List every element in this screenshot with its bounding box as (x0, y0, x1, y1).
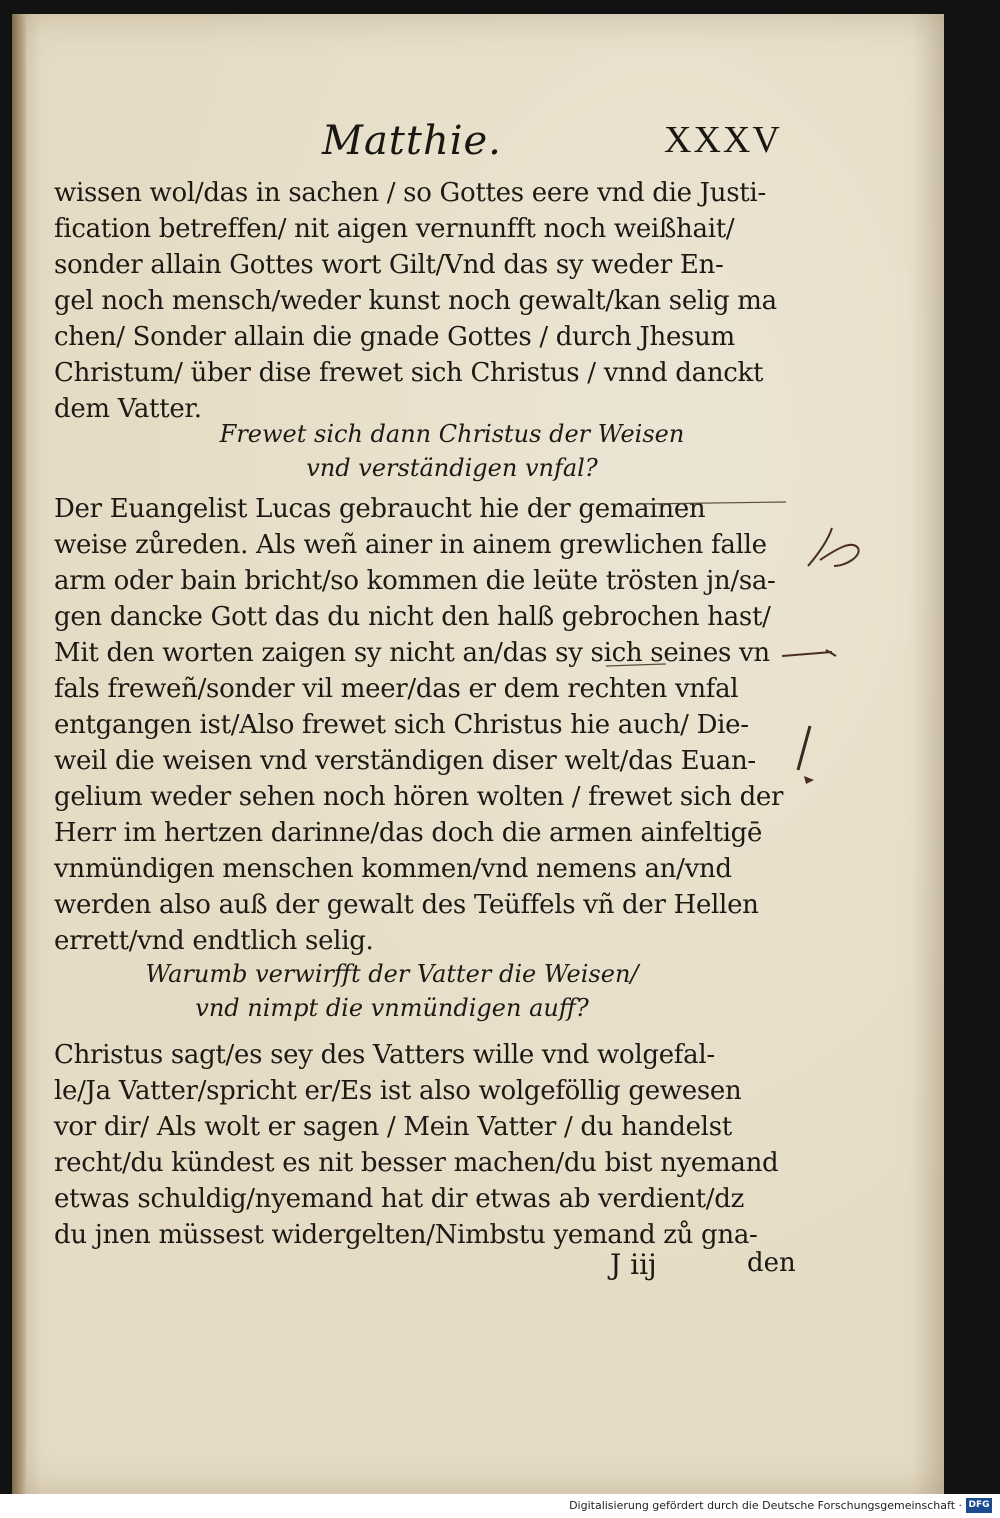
text-line: weil die weisen vnd verständigen diser welt/das Euan- (54, 746, 756, 776)
text-line: recht/du kündest es nit besser machen/du bist nyemand (54, 1148, 779, 1178)
catchword: den (747, 1248, 796, 1278)
footer-bar (0, 1494, 1000, 1518)
running-head: Matthie. (322, 118, 502, 164)
text-line: fication betreffen/ nit aigen vernunfft noch weißhait/ (54, 214, 735, 244)
text-line: du jnen müssest widergelten/Nimbstu yemand zů gna- (54, 1220, 758, 1250)
page-gutter (12, 14, 26, 1494)
text-line: errett/vnd endtlich selig. (54, 926, 374, 956)
text-line: vor dir/ Als wolt er sagen / Mein Vatter / du handelst (54, 1112, 732, 1142)
text-line: chen/ Sonder allain die gnade Gottes / durch Jhesum (54, 322, 735, 352)
text-line: Christum/ über dise frewet sich Christus / vnnd danckt (54, 358, 764, 388)
text-line: werden also auß der gewalt des Teüffels vñ der Hellen (54, 890, 759, 920)
text-line: dem Vatter. (54, 394, 202, 424)
question-line: vnd nimpt die vnmündigen auff? (195, 994, 589, 1022)
book-page (12, 14, 944, 1494)
page-header (12, 118, 944, 174)
text-line: weise zůreden. Als weñ ainer in ainem grewlichen falle (54, 530, 767, 560)
text-line: vnmündigen menschen kommen/vnd nemens an/vnd (54, 854, 732, 884)
text-line: Der Euangelist Lucas gebraucht hie der gemainen (54, 494, 706, 524)
text-line: fals freweñ/sonder vil meer/das er dem rechten vnfal (54, 674, 739, 704)
text-line: Mit den worten zaigen sy nicht an/das sy sich seines vn (54, 638, 770, 668)
text-line: wissen wol/das in sachen / so Gottes eere vnd die Justi- (54, 178, 766, 208)
text-line: gelium weder sehen noch hören wolten / frewet sich der (54, 782, 784, 812)
question-line: Warumb verwirfft der Vatter die Weisen/ (145, 960, 639, 988)
text-line: sonder allain Gottes wort Gilt/Vnd das sy weder En- (54, 250, 724, 280)
text-line: arm oder bain bricht/so kommen die leüte trösten jn/sa- (54, 566, 776, 596)
question-line: vnd verständigen vnfal? (306, 454, 598, 482)
text-line: Christus sagt/es sey des Vatters wille vnd wolgefal- (54, 1040, 715, 1070)
dfg-logo: DFG (966, 1498, 992, 1513)
funding-notice: Digitalisierung gefördert durch die Deutsche Forschungsgemeinschaft · (569, 1499, 962, 1512)
question-line: Frewet sich dann Christus der Weisen (219, 420, 685, 448)
signature-mark: J iij (610, 1248, 657, 1281)
signature-line (54, 1248, 814, 1288)
text-line: etwas schuldig/nyemand hat dir etwas ab verdient/dz (54, 1184, 744, 1214)
text-line: gel noch mensch/weder kunst noch gewalt/kan selig ma (54, 286, 777, 316)
text-line: entgangen ist/Also frewet sich Christus hie auch/ Die- (54, 710, 749, 740)
folio-number: XXXV (664, 119, 782, 161)
text-line: gen dancke Gott das du nicht den halß gebrochen hast/ (54, 602, 771, 632)
text-line: Herr im hertzen darinne/das doch die armen ainfeltigē (54, 818, 763, 848)
text-line: le/Ja Vatter/spricht er/Es ist also wolgeföllig gewesen (54, 1076, 742, 1106)
